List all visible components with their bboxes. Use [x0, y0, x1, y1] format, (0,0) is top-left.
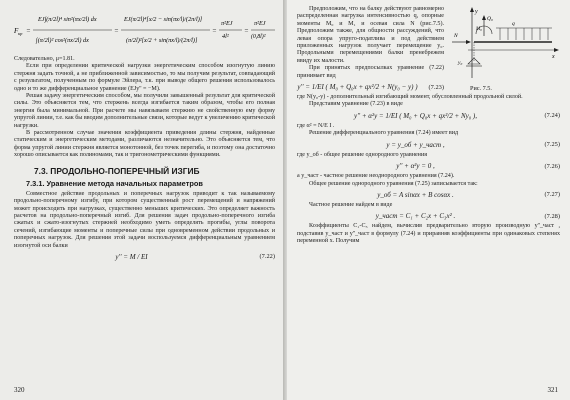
svg-text:кр: кр	[18, 31, 23, 36]
formula-number: (7.25)	[544, 141, 560, 149]
formula-number: (7.24)	[544, 112, 560, 120]
formula-body: y'' = 1/EI ( M₀ + Q₀x + qx²/2 + N(y₀ − y) )	[297, 83, 418, 92]
figure-7-5	[448, 6, 560, 92]
subsection-heading: 7.3.1. Уравнение метода начальных параметров	[26, 178, 203, 188]
paragraph: Представим уравнение (7.23) в виде	[309, 101, 403, 108]
svg-text:=: =	[114, 27, 119, 35]
svg-text:=: =	[244, 27, 249, 35]
formula-7-23	[297, 83, 444, 91]
formula-number: (7.22)	[259, 253, 275, 261]
formula-7-28	[297, 212, 560, 220]
formula-7-22	[14, 253, 275, 261]
fig-label: y	[475, 9, 478, 15]
paragraph: где N(y₀-y) - дополнительный изгибающий момент, обусловленный продольной силой.	[297, 94, 523, 101]
paragraph: Если при определении критической нагрузки энергетическим способом изогнутую линию стержня задать точной, а не приближенной зависимостью, то мы получим результат, совпадающий с результатом, полученным по формуле Эйлера, т.к. при выводе общего решения использовалось одно и то же дифференциальное уравнение (EJy'' = −M).	[14, 63, 275, 92]
svg-text:N: N	[454, 33, 458, 39]
formula-number: (7.28)	[544, 212, 560, 220]
formula-body: y'' + α²y = 0 ,	[396, 162, 435, 171]
beam-diagram	[448, 6, 560, 82]
formula-number: (7.23)	[428, 83, 444, 91]
paragraph: а y_част - частное решение неоднородного уравнения (7.24).	[297, 173, 455, 180]
svg-text:π²EJ: π²EJ	[221, 20, 233, 27]
paragraph: Предположим, что на балку действуют равномерно распределенная нагрузка интенсивностью q, опорные моменты M₀ и M₁ и осевая сила N (рис.7.5). Предположим также, для общности рассуждений, что левая опора упруго-податлива и под действием приложенных нагрузок получает перемещение y₀. Продольными перемещениями балки пренебрежем ввиду их малости.	[297, 6, 444, 64]
svg-text:EJ∫(π/2l)⁴ sin²(πx/2l) dx: EJ∫(π/2l)⁴ sin²(πx/2l) dx	[38, 16, 97, 23]
section-heading: 7.3. ПРОДОЛЬНО-ПОПЕРЕЧНЫЙ ИЗГИБ	[34, 165, 200, 176]
svg-text:π²EJ: π²EJ	[254, 20, 266, 27]
svg-text:F: F	[14, 27, 19, 35]
paragraph: Решение дифференциального уравнения (7.24) имеет вид	[309, 130, 459, 137]
svg-text:y₀: y₀	[458, 60, 463, 66]
paragraph: В рассмотренном случае значения коэффициента приведения длины стержня, найденные статическим и энергетическим методами, различаются незначительно. Это объясняется тем, что форма упругой линии стержня является монотонной, без точек перегиба, и поэтому она достаточно хорошо описывается как полиномами, так и тригонометрическими функциями.	[14, 130, 275, 159]
energy-formula-graphic	[14, 8, 276, 52]
svg-text:∫(π/2l)² cos²(πx/2l) dx: ∫(π/2l)² cos²(πx/2l) dx	[36, 37, 89, 44]
paragraph: где α² = N/E I .	[297, 122, 335, 129]
paragraph: Решая задачу энергетическим способом, мы получили завышенный результат для критической силы. Это объясняется тем, что стержень всегда изгибается таким образом, чтобы его полная энергия была минимальной. При расчете мы навязываем стержню не свойственную ему форму упругой линии, т.е. как бы вводим дополнительные связи, которые ведут к увеличению критической нагрузки.	[14, 93, 275, 129]
paragraph: Коэффициенты C₁-C₃ найдем, вычислив предварительно вторую производную y''_част , подставив y_част и y''_част в формулу (7.24) и приравняв коэффициенты при одинаковых степенях переменной x. Получим	[297, 223, 560, 245]
formula-7-24	[297, 112, 560, 120]
formula-body: y_об = A sinαx + B cosαx .	[377, 190, 454, 199]
paragraph: Следовательно, μ=1.81.	[14, 56, 75, 62]
paragraph: Совместное действие продольных и поперечных нагрузок приводит к так называемому продольно-поперечному изгибу, при котором существенный рост перемещений и напряжений может происходить при нагрузках, существенно меньших критических. Это определяет важность расчетов на продольно-поперечный изгиб. Для решения задач продольно-поперечного изгиба сжатых и сжато-изогнутых стержней необходимо уметь определять прогибы, углы поворота сечений, изгибающие моменты и поперечные силы при одновременном действии продольных и поперечных нагрузок. Для решения этой задачи воспользуемся дифференциальным уравнением изогнутой оси балки	[14, 190, 275, 249]
energy-formula	[14, 8, 275, 52]
svg-text:4l²: 4l²	[222, 33, 229, 40]
paragraph: При принятых предпосылках уравнение (7.22) принимает вид	[297, 65, 444, 79]
svg-text:M₀: M₀	[476, 27, 482, 32]
formula-body: y'' + α²y = 1/EI ( M₀ + Q₀x + qx²/2 + Ny₀ ),	[353, 111, 478, 120]
formula-body: y = y_об + y_част ,	[386, 140, 445, 149]
formula-body: y_част = C₁ + C₂x + C₃x² .	[375, 212, 456, 221]
formula-body: y'' = M / EI	[115, 252, 148, 261]
paragraph: Общее решение однородного уравнения (7.25) записывается так:	[309, 180, 478, 187]
figure-caption: Рис. 7.5.	[470, 85, 492, 92]
svg-text:x: x	[552, 54, 555, 60]
svg-text:EJ(π/2l)⁴[x/2 − sin(πx/l)/(2π/: EJ(π/2l)⁴[x/2 − sin(πx/l)/(2π/l)]	[124, 16, 203, 23]
svg-text:(0,8l)²: (0,8l)²	[251, 34, 266, 40]
svg-text:q: q	[512, 21, 515, 27]
right-page	[287, 0, 570, 400]
svg-text:Q₀: Q₀	[487, 16, 493, 22]
left-page	[0, 0, 283, 400]
svg-text:(π/2l)²[x/2 + sin(πx/l)/(2π/l): (π/2l)²[x/2 + sin(πx/l)/(2π/l)]	[126, 37, 198, 44]
formula-number: (7.26)	[544, 162, 560, 170]
page-number: 321	[547, 386, 558, 394]
paragraph: Частное решение найдем в виде	[309, 201, 393, 208]
formula-7-27	[297, 191, 560, 199]
paragraph: где y_об - общее решение однородного уравнения	[297, 151, 428, 158]
svg-text:=: =	[26, 27, 31, 35]
page-number: 320	[14, 386, 25, 394]
formula-7-26	[297, 162, 560, 170]
svg-text:=: =	[212, 27, 217, 35]
formula-7-25	[297, 141, 560, 149]
formula-number: (7.27)	[544, 191, 560, 199]
